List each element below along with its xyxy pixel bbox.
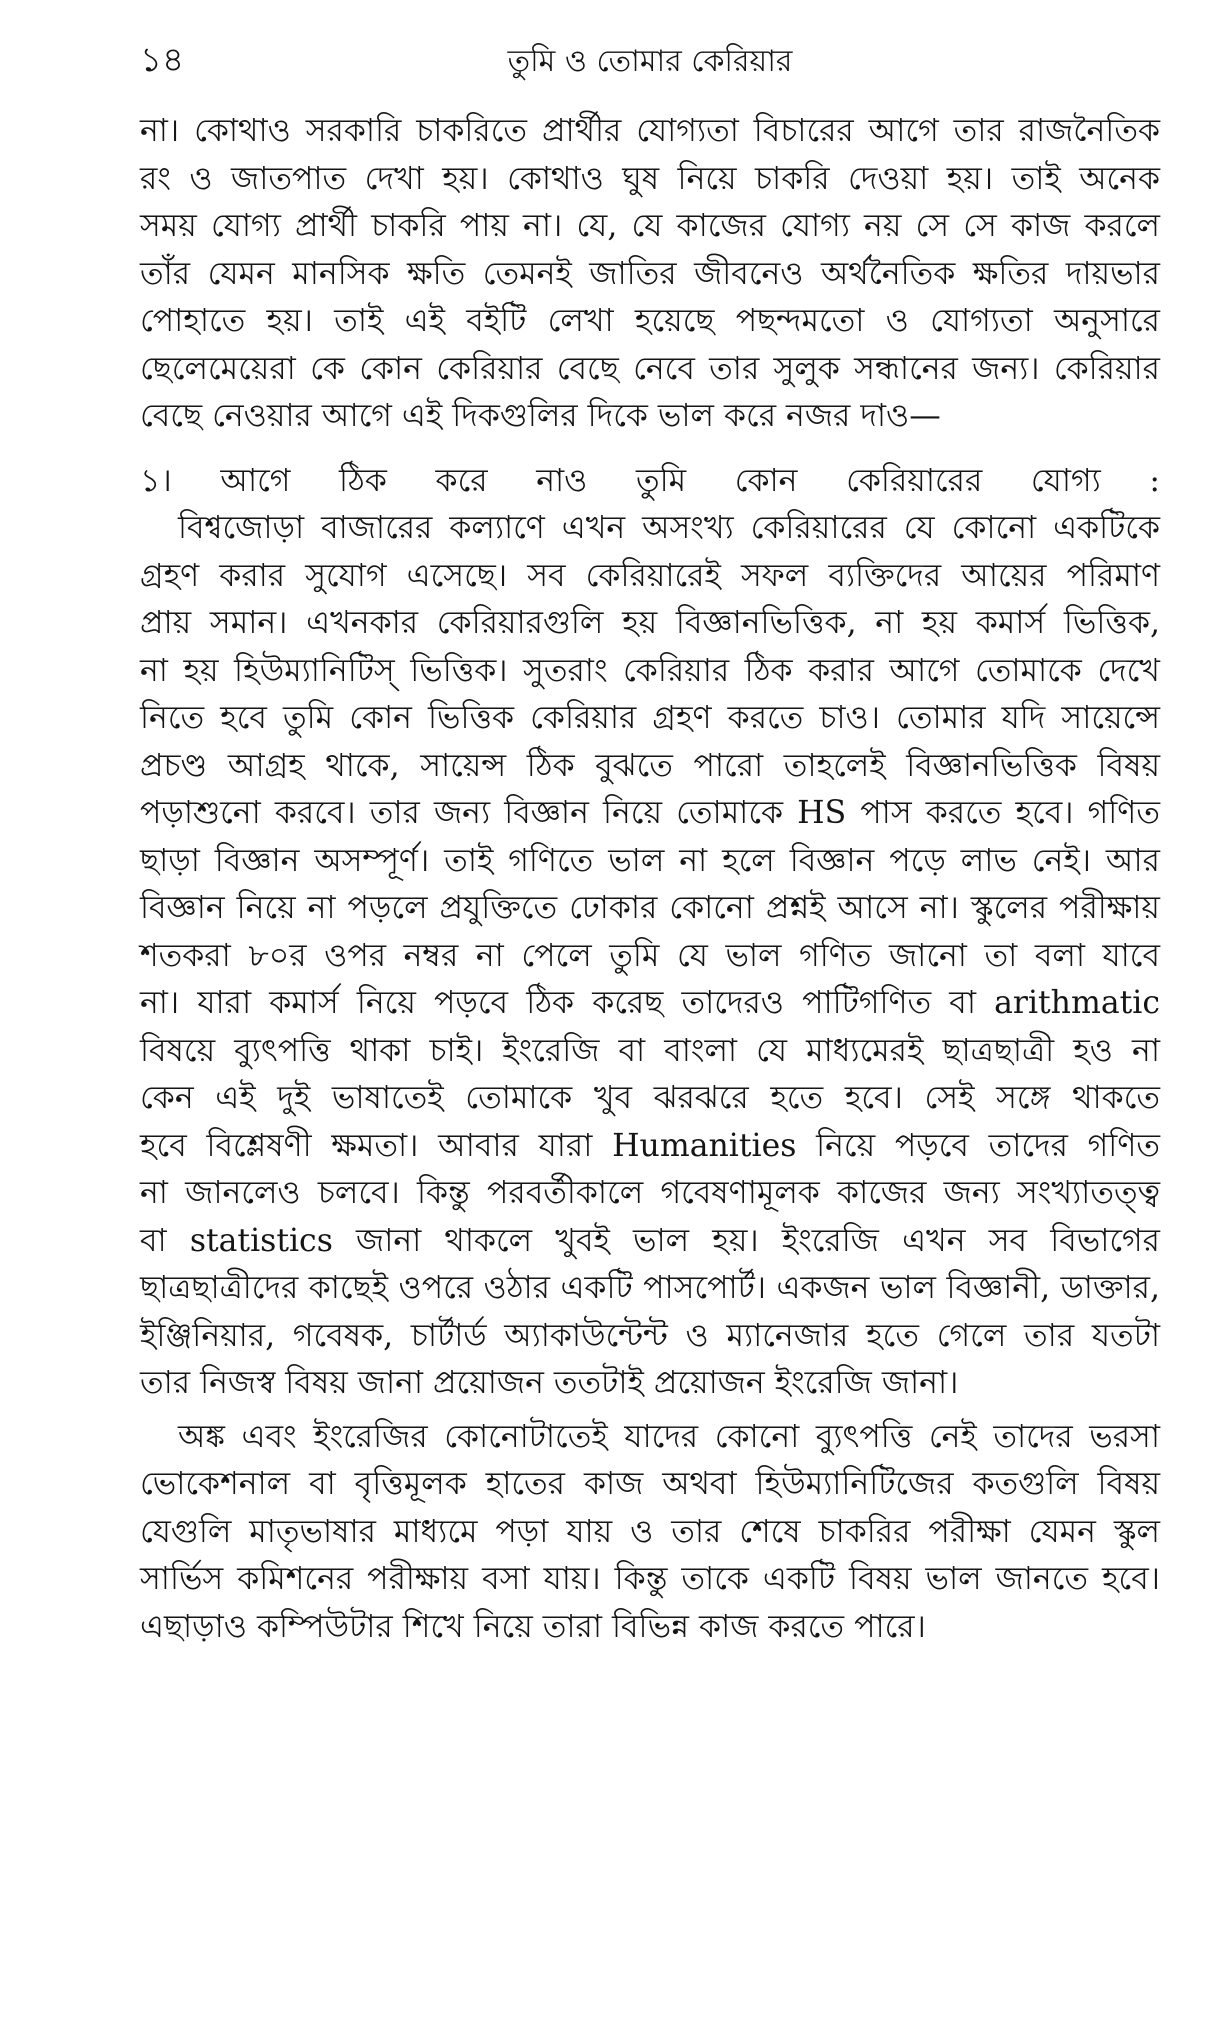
text-line: রং ও জাতপাত দেখা হয়। কোথাও ঘুষ নিয়ে চাকরি দেওয়া হয়। তাই অনেক	[140, 160, 1160, 197]
text-line: ছাত্রছাত্রীদের কাছেই ওপরে ওঠার একটি পাসপোর্ট। একজন ভাল বিজ্ঞানী, ডাক্তার,	[140, 1270, 1160, 1306]
page-header	[140, 38, 1160, 108]
text-line: শতকরা ৮০র ওপর নম্বর না পেলে তুমি যে ভাল গণিত জানো তা বলা যাবে	[140, 937, 1160, 974]
text-line: না। কোথাও সরকারি চাকরিতে প্রার্থীর যোগ্যতা বিচারের আগে তার রাজনৈতিক	[140, 113, 1160, 149]
text-line: বিষয়ে ব্যুৎপত্তি থাকা চাই। ইংরেজি বা বাংলা যে মাধ্যমেরই ছাত্রছাত্রী হও না	[140, 1032, 1160, 1069]
text-line: বিশ্বজোড়া বাজারের কল্যাণে এখন অসংখ্য কেরিয়ারের যে কোনো একটিকে	[178, 510, 1160, 546]
text-line: অঙ্ক এবং ইংরেজির কোনোটাতেই যাদের কোনো ব্যুৎপত্তি নেই তাদের ভরসা	[178, 1418, 1160, 1455]
text-line: গ্রহণ করার সুযোগ এসেছে। সব কেরিয়ারেই সফল ব্যক্তিদের আয়ের পরিমাণ	[140, 557, 1160, 594]
text-line: তার নিজস্ব বিষয় জানা প্রয়োজন ততটাই প্রয়োজন ইংরেজি জানা।	[140, 1365, 959, 1401]
text-line: সময় যোগ্য প্রার্থী চাকরি পায় না। যে, যে কাজের যোগ্য নয় সে সে কাজ করলে	[140, 208, 1160, 244]
text-line: না হয় হিউম্যানিটিস্ ভিত্তিক। সুতরাং কেরিয়ার ঠিক করার আগে তোমাকে দেখে	[140, 652, 1160, 689]
text-line: নিতে হবে তুমি কোন ভিত্তিক কেরিয়ার গ্রহণ করতে চাও। তোমার যদি সায়েন্সে	[140, 700, 1160, 736]
text-line: যেগুলি মাতৃভাষার মাধ্যমে পড়া যায় ও তার শেষে চাকরির পরীক্ষা যেমন স্কুল	[140, 1513, 1160, 1550]
page-number: ১৪	[140, 40, 185, 80]
text-line: প্রায় সমান। এখনকার কেরিয়ারগুলি হয় বিজ্ঞানভিত্তিক, না হয় কমার্স ভিত্তিক,	[140, 605, 1160, 641]
text-line: পোহাতে হয়। তাই এই বইটি লেখা হয়েছে পছন্দমতো ও যোগ্যতা অনুসারে	[140, 303, 1160, 339]
text-line: কেন এই দুই ভাষাতেই তোমাকে খুব ঝরঝরে হতে হবে। সেই সঙ্গে থাকতে	[140, 1080, 1160, 1116]
text-line: না। যারা কমার্স নিয়ে পড়বে ঠিক করেছ তাদেরও পাটিগণিত বা arithmatic	[140, 985, 1160, 1021]
text-line: পড়াশুনো করবে। তার জন্য বিজ্ঞান নিয়ে তোমাকে HS পাস করতে হবে। গণিত	[140, 795, 1160, 831]
text-line: বেছে নেওয়ার আগে এই দিকগুলির দিকে ভাল করে নজর দাও—	[140, 398, 941, 434]
text-line: না জানলেও চলবে। কিন্তু পরবর্তীকালে গবেষণামূলক কাজের জন্য সংখ্যাতত্ত্ব	[140, 1175, 1160, 1211]
text-line: প্রচণ্ড আগ্রহ থাকে, সায়েন্স ঠিক বুঝতে পারো তাহলেই বিজ্ঞানভিত্তিক বিষয়	[140, 747, 1160, 784]
body-text	[140, 108, 1160, 1651]
text-line: ইঞ্জিনিয়ার, গবেষক, চার্টার্ড অ্যাকাউন্টেন্ট ও ম্যানেজার হতে গেলে তার যতটা	[140, 1317, 1160, 1354]
paragraph-intro-continued	[140, 108, 1160, 441]
text-line: হবে বিশ্লেষণী ক্ষমতা। আবার যারা Humanities নিয়ে পড়বে তাদের গণিত	[140, 1127, 1160, 1164]
text-line: বিজ্ঞান নিয়ে না পড়লে প্রযুক্তিতে ঢোকার কোনো প্রশ্নই আসে না। স্কুলের পরীক্ষায়	[140, 890, 1160, 926]
text-line: এছাড়াও কম্পিউটার শিখে নিয়ে তারা বিভিন্ন কাজ করতে পারে।	[140, 1608, 926, 1645]
text-line: ছেলেমেয়েরা কে কোন কেরিয়ার বেছে নেবে তার সুলুক সন্ধানের জন্য। কেরিয়ার	[140, 350, 1160, 387]
text-line: বা statistics জানা থাকলে খুবই ভাল হয়। ইংরেজি এখন সব বিভাগের	[140, 1222, 1160, 1259]
text-line: তাঁর যেমন মানসিক ক্ষতি তেমনই জাতির জীবনেও অর্থনৈতিক ক্ষতির দায়ভার	[140, 255, 1160, 292]
text-line: সার্ভিস কমিশনের পরীক্ষায় বসা যায়। কিন্তু তাকে একটি বিষয় ভাল জানতে হবে।	[140, 1561, 1160, 1597]
running-title: তুমি ও তোমার কেরিয়ার	[507, 44, 793, 79]
paragraph-vocational	[140, 1414, 1160, 1652]
text-line: ভোকেশনাল বা বৃত্তিমূলক হাতের কাজ অথবা হিউম্যানিটিজের কতগুলি বিষয়	[140, 1466, 1160, 1502]
text-line: ছাড়া বিজ্ঞান অসম্পূর্ণ। তাই গণিতে ভাল না হলে বিজ্ঞান পড়ে লাভ নেই। আর	[140, 842, 1160, 879]
section-heading: ১। আগে ঠিক করে নাও তুমি কোন কেরিয়ারের যোগ্য :	[140, 462, 1160, 499]
paragraph-career-fields	[140, 505, 1160, 1408]
